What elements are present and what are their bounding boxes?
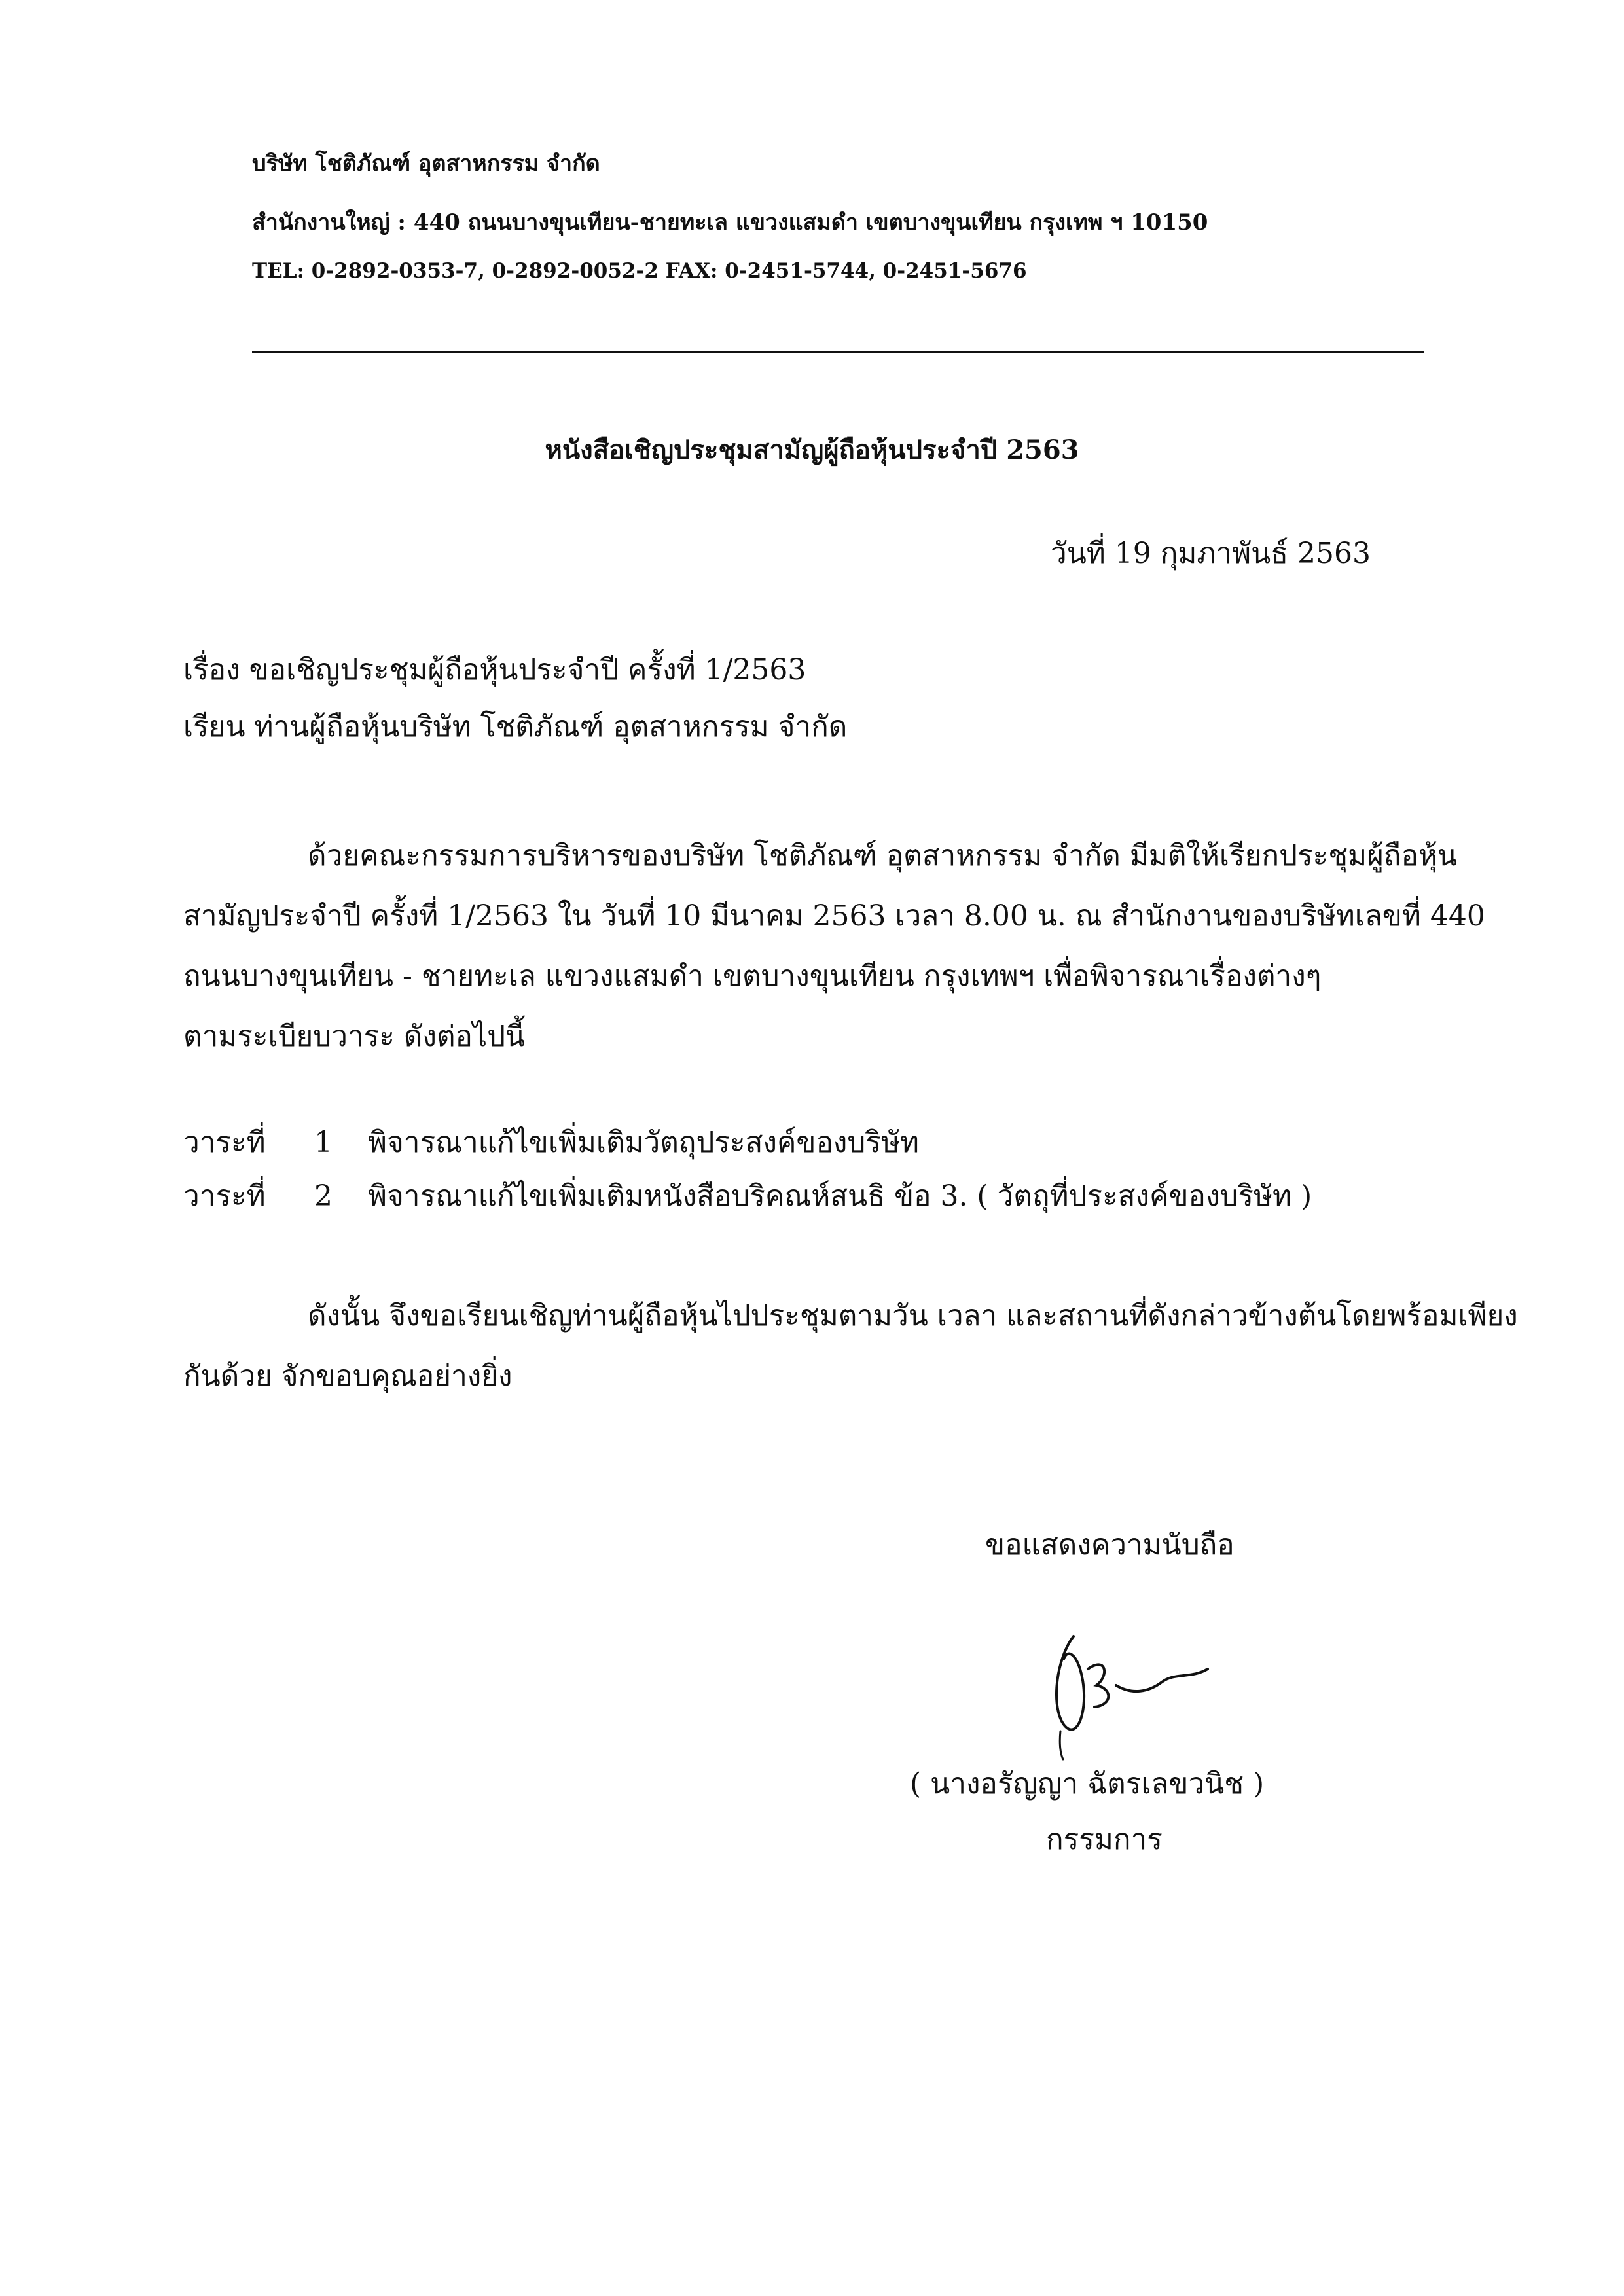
body-line-4: ตามระเบียบวาระ ดังต่อไปนี้ xyxy=(183,1020,526,1053)
signoff: ขอแสดงความนับถือ xyxy=(985,1528,1235,1562)
agenda-label: วาระที่ xyxy=(183,1179,266,1213)
body-line-1: ด้วยคณะกรรมการบริหารของบริษัท โชติภัณฑ์ อุตสาหกรรม จำกัด มีมติให้เรียกประชุมผู้ถือหุ้น xyxy=(308,839,1458,872)
signatory-name: ( นางอรัญญา ฉัตรเลขวนิช ) xyxy=(910,1767,1265,1801)
company-name: บริษัท โชติภัณฑ์ อุตสาหกรรม จำกัด xyxy=(252,151,600,177)
document-title: หนังสือเชิญประชุมสามัญผู้ถือหุ้นประจำปี 2563 xyxy=(545,435,1079,465)
letterhead-divider xyxy=(252,351,1424,353)
agenda-text: พิจารณาแก้ไขเพิ่มเติมวัตถุประสงค์ของบริษัท xyxy=(368,1126,919,1159)
agenda-label: วาระที่ xyxy=(183,1126,266,1159)
agenda-text: พิจารณาแก้ไขเพิ่มเติมหนังสือบริคณห์สนธิ ข้อ 3. ( วัตถุที่ประสงค์ของบริษัท ) xyxy=(368,1179,1312,1213)
agenda-number: 1 xyxy=(314,1126,333,1159)
agenda-number: 2 xyxy=(314,1179,333,1213)
body-line-3: ถนนบางขุนเทียน - ชายทะเล แขวงแสมดำ เขตบางขุนเทียน กรุงเทพฯ เพื่อพิจารณาเรื่องต่างๆ xyxy=(183,960,1322,993)
company-address: สำนักงานใหญ่ : 440 ถนนบางขุนเทียน-ชายทะเล แขวงแสมดำ เขตบางขุนเทียน กรุงเทพ ฯ 10150 xyxy=(252,209,1208,236)
signatory-position: กรรมการ xyxy=(1046,1823,1163,1856)
closing-line-1: ดังนั้น จึงขอเรียนเชิญท่านผู้ถือหุ้นไปประชุมตามวัน เวลา และสถานที่ดังกล่าวข้างต้นโดยพร้อมเพียง xyxy=(308,1299,1518,1333)
body-line-2: สามัญประจำปี ครั้งที่ 1/2563 ใน วันที่ 10 มีนาคม 2563 เวลา 8.00 น. ณ สำนักงานของบริษัทเลขที่ 440 xyxy=(183,899,1485,933)
agenda-item xyxy=(183,1173,1312,1219)
letter-date: วันที่ 19 กุมภาพันธ์ 2563 xyxy=(1051,537,1371,570)
company-contact: TEL: 0-2892-0353-7, 0-2892-0052-2 FAX: 0-2451-5744, 0-2451-5676 xyxy=(252,259,1027,283)
letter-subject: เรื่อง ขอเชิญประชุมผู้ถือหุ้นประจำปี ครั้งที่ 1/2563 xyxy=(183,653,806,687)
closing-line-2: กันด้วย จักขอบคุณอย่างยิ่ง xyxy=(183,1359,513,1393)
agenda-item xyxy=(183,1119,919,1165)
letter-recipient: เรียน ท่านผู้ถือหุ้นบริษัท โชติภัณฑ์ อุตสาหกรรม จำกัด xyxy=(183,710,848,744)
signature-mark xyxy=(1034,1623,1231,1761)
